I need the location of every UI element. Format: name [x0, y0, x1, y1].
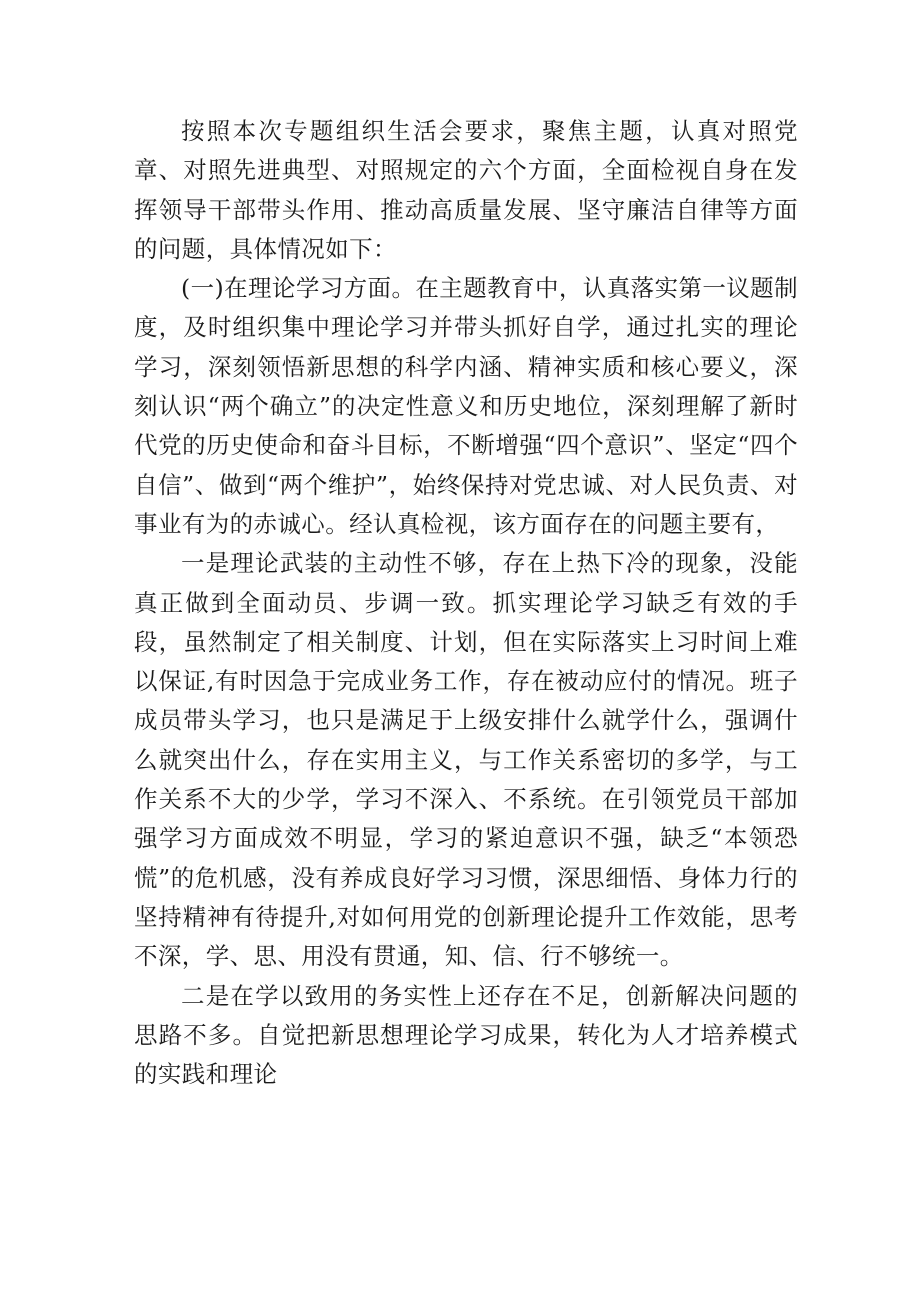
paragraph-theory-study: (一)在理论学习方面。在主题教育中，认真落实第一议题制度，及时组织集中理论学习并带头抓好自学，通过扎实的理论学习，深刻领悟新思想的科学内涵、精神实质和核心要义，深刻认识“两个确立”的决定性意义和历史地位，深刻理解了新时代党的历史使命和奋斗目标，不断增强“四个意识”、坚定“四个自信”、做到“两个维护”，始终保持对党忠诚、对人民负责、对事业有为的赤诚心。经认真检视，该方面存在的问题主要有， [134, 274, 798, 538]
paragraph-intro: 按照本次专题组织生活会要求，聚焦主题，认真对照党章、对照先进典型、对照规定的六个方面，全面检视自身在发挥领导干部带头作用、推动高质量发展、坚守廉洁自律等方面的问题，具体情况如下： [134, 117, 798, 263]
paragraph-issue-one: 一是理论武装的主动性不够，存在上热下冷的现象，没能真正做到全面动员、步调一致。抓实理论学习缺乏有效的手段，虽然制定了相关制度、计划，但在实际落实上习时间上难以保证,有时因急于完成业务工作，存在被动应付的情况。班子成员带头学习，也只是满足于上级安排什么就学什么，强调什么就突出什么，存在实用主义，与工作关系密切的多学，与工作关系不大的少学，学习不深入、不系统。在引领党员干部加强学习方面成效不明显，学习的紧迫意识不强，缺乏“本领恐慌”的危机感，没有养成良好学习习惯，深思细悟、身体力行的坚持精神有待提升,对如何用党的创新理论提升工作效能，思考不深，学、思、用没有贯通，知、信、行不够统一。 [134, 549, 798, 971]
document-body [134, 112, 798, 1094]
paragraph-issue-two: 二是在学以致用的务实性上还存在不足，创新解决问题的思路不多。自觉把新思想理论学习成果，转化为人才培养模式的实践和理论 [134, 981, 798, 1089]
